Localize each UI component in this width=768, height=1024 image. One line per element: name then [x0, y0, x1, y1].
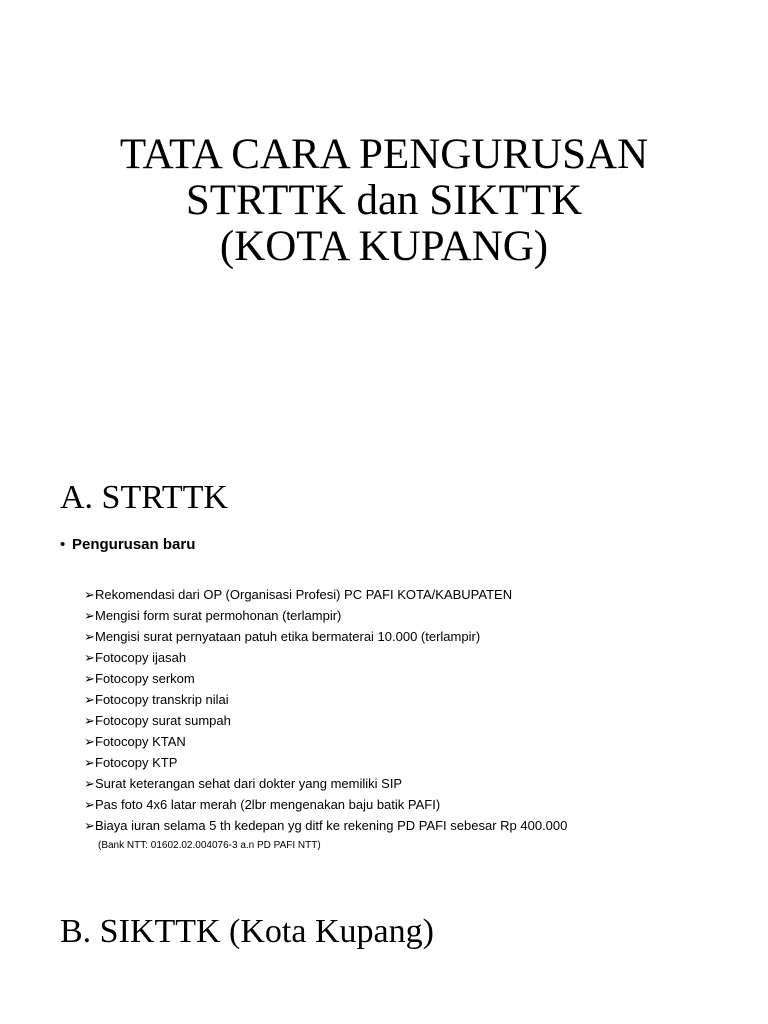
list-item-text: Biaya iuran selama 5 th kedepan yg ditf ke rekening PD PAFI sebesar Rp 400.000 — [95, 818, 568, 833]
bank-account-note: (Bank NTT: 01602.02.004076-3 a.n PD PAFI NTT) — [98, 840, 321, 851]
list-item-text: Fotocopy KTP — [95, 755, 178, 770]
arrow-bullet-icon: ➢ — [84, 818, 95, 833]
arrow-bullet-icon: ➢ — [84, 629, 95, 644]
arrow-bullet-icon: ➢ — [84, 776, 95, 791]
list-item — [84, 668, 567, 689]
list-item-text: Mengisi form surat permohonan (terlampir) — [95, 608, 342, 623]
list-item-text: Fotocopy ijasah — [95, 650, 187, 665]
list-item — [84, 815, 567, 836]
list-item-text: Rekomendasi dari OP (Organisasi Profesi) PC PAFI KOTA/KABUPATEN — [95, 587, 513, 602]
arrow-bullet-icon: ➢ — [84, 713, 95, 728]
list-item — [84, 605, 567, 626]
list-item-text: Fotocopy surat sumpah — [95, 713, 231, 728]
list-item-text: Fotocopy transkrip nilai — [95, 692, 229, 707]
arrow-bullet-icon: ➢ — [84, 734, 95, 749]
list-item — [84, 773, 567, 794]
page-title — [0, 132, 768, 270]
list-item-text: Fotocopy KTAN — [95, 734, 186, 749]
bullet-icon: • — [60, 536, 66, 553]
arrow-bullet-icon: ➢ — [84, 671, 95, 686]
arrow-bullet-icon: ➢ — [84, 797, 95, 812]
list-item — [84, 794, 567, 815]
list-item — [84, 626, 567, 647]
list-item-text: Fotocopy serkom — [95, 671, 195, 686]
list-item — [84, 647, 567, 668]
list-item-text: Mengisi surat pernyataan patuh etika bermaterai 10.000 (terlampir) — [95, 629, 481, 644]
arrow-bullet-icon: ➢ — [84, 650, 95, 665]
title-line-2: STRTTK dan SIKTTK — [185, 177, 583, 224]
list-item — [84, 584, 567, 605]
title-line-3: (KOTA KUPANG) — [219, 223, 549, 270]
sub-heading-pengurusan-baru — [60, 534, 195, 556]
section-a-heading: A. STRTTK — [60, 479, 228, 516]
list-item — [84, 710, 567, 731]
list-item — [84, 689, 567, 710]
list-item — [84, 752, 567, 773]
arrow-bullet-icon: ➢ — [84, 692, 95, 707]
sub-heading-label: Pengurusan baru — [72, 536, 196, 553]
list-item-text: Pas foto 4x6 latar merah (2lbr mengenakan baju batik PAFI) — [95, 797, 441, 812]
list-item — [84, 731, 567, 752]
list-item-text: Surat keterangan sehat dari dokter yang memiliki SIP — [95, 776, 403, 791]
arrow-bullet-icon: ➢ — [84, 587, 95, 602]
section-b-heading: B. SIKTTK (Kota Kupang) — [60, 913, 434, 950]
requirements-list — [84, 584, 567, 836]
arrow-bullet-icon: ➢ — [84, 608, 95, 623]
title-line-1: TATA CARA PENGURUSAN — [119, 131, 649, 178]
arrow-bullet-icon: ➢ — [84, 755, 95, 770]
